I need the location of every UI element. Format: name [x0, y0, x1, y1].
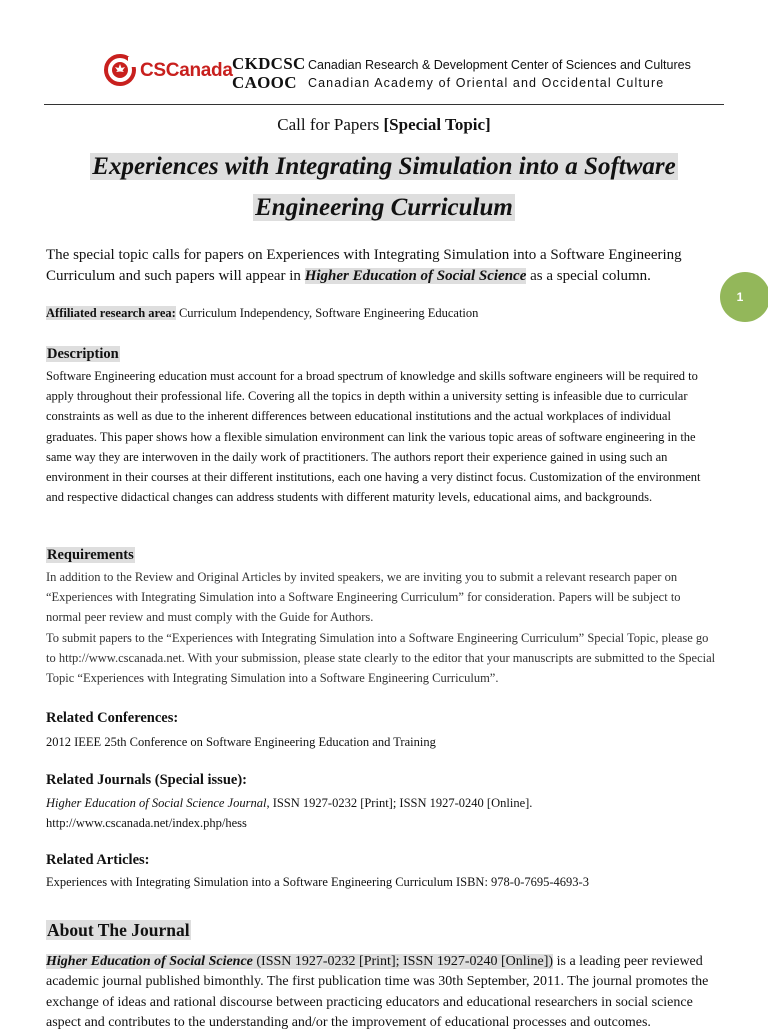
org-name-caooc: Canadian Academy of Oriental and Occidental Culture: [308, 76, 665, 90]
title-line-2: Engineering Curriculum: [255, 194, 513, 221]
org-abbreviations: [232, 54, 306, 92]
description-heading-text: Description: [47, 346, 119, 362]
intro-text-before: The special topic calls for papers on Experiences with Integrating Simulation into a Software Engineering Curriculum and such papers will appear in: [46, 247, 682, 284]
intro-text-after: as a special column.: [526, 267, 651, 284]
intro-paragraph: [46, 245, 714, 286]
related-conferences-body: 2012 IEEE 25th Conference on Software Engineering Education and Training: [46, 735, 436, 749]
page-title: [60, 146, 708, 228]
about-journal-name: Higher Education of Social Science: [46, 954, 253, 969]
related-conferences-heading: Related Conferences:: [46, 710, 179, 726]
affiliated-value: Curriculum Independency, Software Engineering Education: [175, 306, 479, 320]
cscanada-logo-icon: [104, 53, 136, 87]
related-journal-url[interactable]: http://www.cscanada.net/index.php/hess: [46, 816, 247, 831]
requirements-paragraph-2: To submit papers to the “Experiences with Integrating Simulation into a Software Engineering Curriculum” Special Topic, please go to http://www.cscanada.net. With your submission, please state clearly to the editor that your manuscripts are submitted to the Special Topic “Experiences with Integrating Simulation into a Software Engineering Curriculum”.: [46, 630, 716, 686]
related-journal-name: Higher Education of Social Science Journal: [46, 796, 267, 810]
requirements-body: [46, 567, 716, 688]
cfp-prefix: Call for Papers: [277, 115, 384, 134]
page-number-badge: 1: [720, 272, 768, 322]
intro-journal-name: Higher Education of Social Science: [304, 267, 527, 284]
requirements-heading-text: Requirements: [47, 547, 134, 563]
related-journal-issn: , ISSN 1927-0232 [Print]; ISSN 1927-0240 [Online].: [266, 796, 533, 810]
about-journal-issn: (ISSN 1927-0232 [Print]; ISSN 1927-0240 [Online]): [252, 954, 554, 969]
related-articles-heading: Related Articles:: [46, 852, 150, 868]
about-journal-text: is a leading peer reviewed academic journal published bimonthly. The first publication time was 30th September, 2011. The journal promotes the exchange of ideas and rational discourse between practicing educators and educational researchers in social science aspect and contributes to the understanding and/or the improvement of educational processes and outcomes.: [46, 954, 709, 1030]
related-journals-body: [46, 793, 716, 833]
about-journal-heading: [46, 920, 716, 941]
about-journal-body: [46, 952, 718, 1033]
org-name-ckdcsc: Canadian Research & Development Center of Sciences and Cultures: [308, 58, 691, 72]
requirements-heading: [46, 547, 716, 564]
affiliated-research-area: [46, 306, 716, 321]
affiliated-label: Affiliated research area:: [46, 306, 176, 320]
cfp-topic: [Special Topic]: [383, 115, 491, 134]
related-journals-heading: Related Journals (Special issue):: [46, 772, 247, 788]
org-names: [308, 56, 691, 92]
requirements-paragraph-1: In addition to the Review and Original Articles by invited speakers, we are inviting you to submit a relevant research paper on “Experiences with Integrating Simulation into a Software Engineering Curriculum” for consideration. Papers will be subject to normal peer review and must comply with the Guide for Authors.: [46, 570, 681, 625]
about-journal-heading-text: About The Journal: [47, 920, 190, 940]
title-line-1: Experiences with Integrating Simulation into a Software: [92, 153, 676, 180]
org-abbr-ckdcsc: CKDCSC: [232, 54, 306, 73]
related-articles-body: Experiences with Integrating Simulation into a Software Engineering Curriculum ISBN: 978-0-7695-4693-3: [46, 875, 589, 889]
description-heading: [46, 346, 716, 363]
related-journal-line: [46, 793, 716, 813]
call-for-papers-line: [0, 115, 768, 135]
document-header: [44, 40, 724, 105]
logo-text: CSCanada: [140, 60, 233, 81]
org-abbr-caooc: CAOOC: [232, 73, 297, 92]
description-body: Software Engineering education must account for a broad spectrum of knowledge and skills software engineers will be required to apply throughout their professional life. Covering all the topics in depth within a university setting is infeasible due to curricular constraints as well as due to the inherent differences between educational institutions and the actual workplaces of individual graduates. This paper shows how a flexible simulation environment can link the various topic areas of software engineering in the same way they are interwoven in the daily work of practitioners. The authors report their experience gained in using such an environment in their courses at their different institutions, each one having a very distinct focus. Customization of the environment and respective didactical changes can address students with different maturity levels, educational aims, and backgrounds.: [46, 369, 701, 505]
